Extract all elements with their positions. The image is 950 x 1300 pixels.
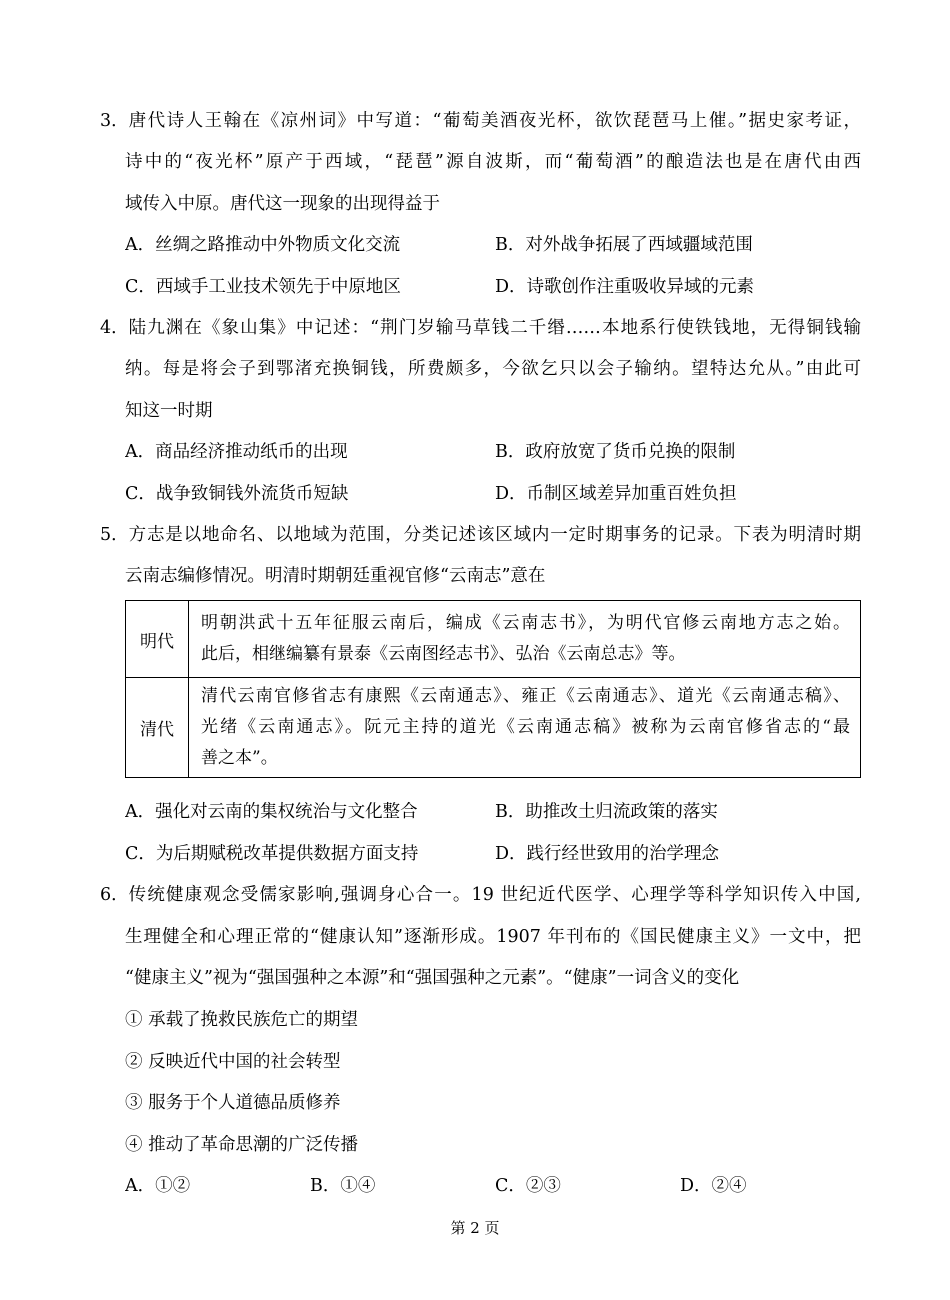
option-label: C． xyxy=(125,276,156,297)
option-text: 丝绸之路推动中外物质文化交流 xyxy=(155,235,401,256)
question-3-options-row-2 xyxy=(125,267,861,308)
option-label: D． xyxy=(495,483,527,504)
question-3-option-a xyxy=(125,225,495,266)
question-5-number: 5． xyxy=(100,524,129,545)
option-text: 西域手工业技术领先于中原地区 xyxy=(155,276,401,297)
table-content-line: 明朝洪武十五年征服云南后，编成《云南志书》，为明代官修云南地方志之始。 xyxy=(201,613,850,633)
question-4-option-c xyxy=(125,474,495,515)
table-row-qing xyxy=(126,678,861,778)
question-6-option-b xyxy=(310,1166,495,1208)
question-6-stem-line-3: “健康主义”视为“强国强种之本源”和“强国强种之元素”。“健康”一词含义的变化 xyxy=(125,968,740,989)
question-4-option-d xyxy=(495,474,861,515)
option-label: A． xyxy=(125,1176,156,1197)
question-4-options-row-2 xyxy=(125,474,861,515)
option-text: ①② xyxy=(155,1176,191,1197)
question-4-stem-line-2: 纳。每是将会子到鄂渚充换铜钱，所费颇多，今欲乞只以会子输纳。望特达允从。”由此可 xyxy=(125,359,861,380)
question-6-option-c xyxy=(495,1166,680,1208)
question-5-option-b xyxy=(495,792,861,834)
question-4-options-row-1 xyxy=(125,432,861,473)
question-3-number: 3． xyxy=(100,111,129,131)
option-text: 对外战争拓展了西域疆域范围 xyxy=(525,235,753,256)
option-label: D． xyxy=(495,276,527,297)
question-6-stem-text: 传统健康观念受儒家影响,强调身心合一。19 世纪近代医学、心理学等科学知识传入中国, xyxy=(128,885,861,906)
question-3-stem-text: 唐代诗人王翰在《凉州词》中写道：“葡萄美酒夜光杯，欲饮琵琶马上催。”据史家考证， xyxy=(128,111,861,131)
option-text: 币制区域差异加重百姓负担 xyxy=(526,483,737,504)
option-text: 商品经济推动纸币的出现 xyxy=(155,442,348,463)
question-3-options-row-1 xyxy=(125,225,861,266)
option-text: ②④ xyxy=(711,1176,747,1197)
question-6-option-a xyxy=(125,1166,310,1208)
table-row-ming xyxy=(126,601,861,678)
question-5-options-row-1 xyxy=(125,792,861,834)
question-6-number: 6． xyxy=(100,885,129,906)
question-3-option-d xyxy=(495,267,861,308)
option-label: B． xyxy=(495,442,526,463)
question-5-stem-line-1 xyxy=(100,515,861,556)
option-text: ②③ xyxy=(525,1176,561,1197)
table-content-line: 清代云南官修省志有康熙《云南通志》、雍正《云南通志》、道光《云南通志稿》、 xyxy=(201,686,850,706)
option-text: 助推改土归流政策的落实 xyxy=(525,802,718,822)
question-6-stem-line-2: 生理健全和心理正常的“健康认知”逐渐形成。1907 年刊布的《国民健康主义》一文中，把 xyxy=(125,926,861,947)
question-6-statement-3: ③ 服务于个人道德品质修养 xyxy=(125,1093,341,1114)
table-content-line: 善之本”。 xyxy=(201,748,278,768)
question-5-options-row-2 xyxy=(125,834,861,876)
question-6-stem-line-1 xyxy=(100,875,861,917)
question-6-statement-2: ② 反映近代中国的社会转型 xyxy=(125,1051,341,1072)
question-4-stem-line-3: 知这一时期 xyxy=(125,400,213,421)
question-4-stem-text: 陆九渊在《象山集》中记述：“荆门岁输马草钱二千缗……本地系行使铁钱地，无得铜钱输 xyxy=(128,317,861,338)
option-text: ①④ xyxy=(340,1176,376,1197)
option-label: B． xyxy=(495,235,526,256)
option-label: A． xyxy=(125,235,156,256)
question-6-options-row xyxy=(125,1166,861,1208)
option-label: D． xyxy=(495,843,527,864)
question-3-stem-line-3: 域传入中原。唐代这一现象的出现得益于 xyxy=(125,193,440,214)
option-label: D． xyxy=(680,1176,712,1197)
option-text: 政府放宽了货币兑换的限制 xyxy=(525,442,736,463)
page-number-footer: 第 2 页 xyxy=(450,1219,500,1237)
question-3-option-c xyxy=(125,267,495,308)
option-text: 强化对云南的集权统治与文化整合 xyxy=(155,802,418,822)
option-text: 战争致铜钱外流货币短缺 xyxy=(155,483,349,504)
question-3-stem-line-1 xyxy=(100,101,861,142)
option-label: C． xyxy=(495,1176,526,1197)
question-5-option-c xyxy=(125,834,495,876)
question-4-option-b xyxy=(495,432,861,473)
question-5-stem-line-2: 云南志编修情况。明清时期朝廷重视官修“云南志”意在 xyxy=(125,566,546,587)
question-4-number: 4． xyxy=(100,317,129,338)
option-text: 诗歌创作注重吸收异域的元素 xyxy=(526,276,755,297)
table-content-line: 此后，相继编纂有景泰《云南图经志书》、弘治《云南总志》等。 xyxy=(201,644,686,664)
question-6-statement-4: ④ 推动了革命思潮的广泛传播 xyxy=(125,1134,359,1155)
question-4-option-a xyxy=(125,432,495,473)
option-label: A． xyxy=(125,442,156,463)
table-era-cell: 明代 xyxy=(126,601,189,678)
question-6-statement-1: ① 承载了挽救民族危亡的期望 xyxy=(125,1009,359,1030)
option-label: A． xyxy=(125,802,156,822)
option-label: B． xyxy=(495,802,526,822)
question-6-option-d xyxy=(680,1166,861,1208)
option-label: B． xyxy=(310,1176,341,1197)
table-content-cell xyxy=(189,601,861,678)
yunnan-gazetteer-table xyxy=(125,600,861,778)
option-label: C． xyxy=(125,843,156,864)
question-5-option-d xyxy=(495,834,861,876)
question-3-option-b xyxy=(495,225,861,266)
question-4-stem-line-1 xyxy=(100,308,861,349)
question-3-stem-line-2: 诗中的“夜光杯”原产于西域，“琵琶”源自波斯，而“葡萄酒”的酿造法也是在唐代由西 xyxy=(125,152,861,173)
option-text: 践行经世致用的治学理念 xyxy=(526,843,720,864)
option-text: 为后期赋税改革提供数据方面支持 xyxy=(155,843,419,864)
table-content-cell xyxy=(189,678,861,778)
questions-upper-block xyxy=(100,101,861,598)
questions-lower-block xyxy=(100,792,861,1208)
option-label: C． xyxy=(125,483,156,504)
table-content-line: 光绪《云南通志》。阮元主持的道光《云南通志稿》被称为云南官修省志的“最 xyxy=(201,717,850,737)
question-5-option-a xyxy=(125,792,495,834)
question-5-stem-text: 方志是以地命名、以地域为范围，分类记述该区域内一定时期事务的记录。下表为明清时期 xyxy=(128,524,861,545)
table-era-cell: 清代 xyxy=(126,678,189,778)
